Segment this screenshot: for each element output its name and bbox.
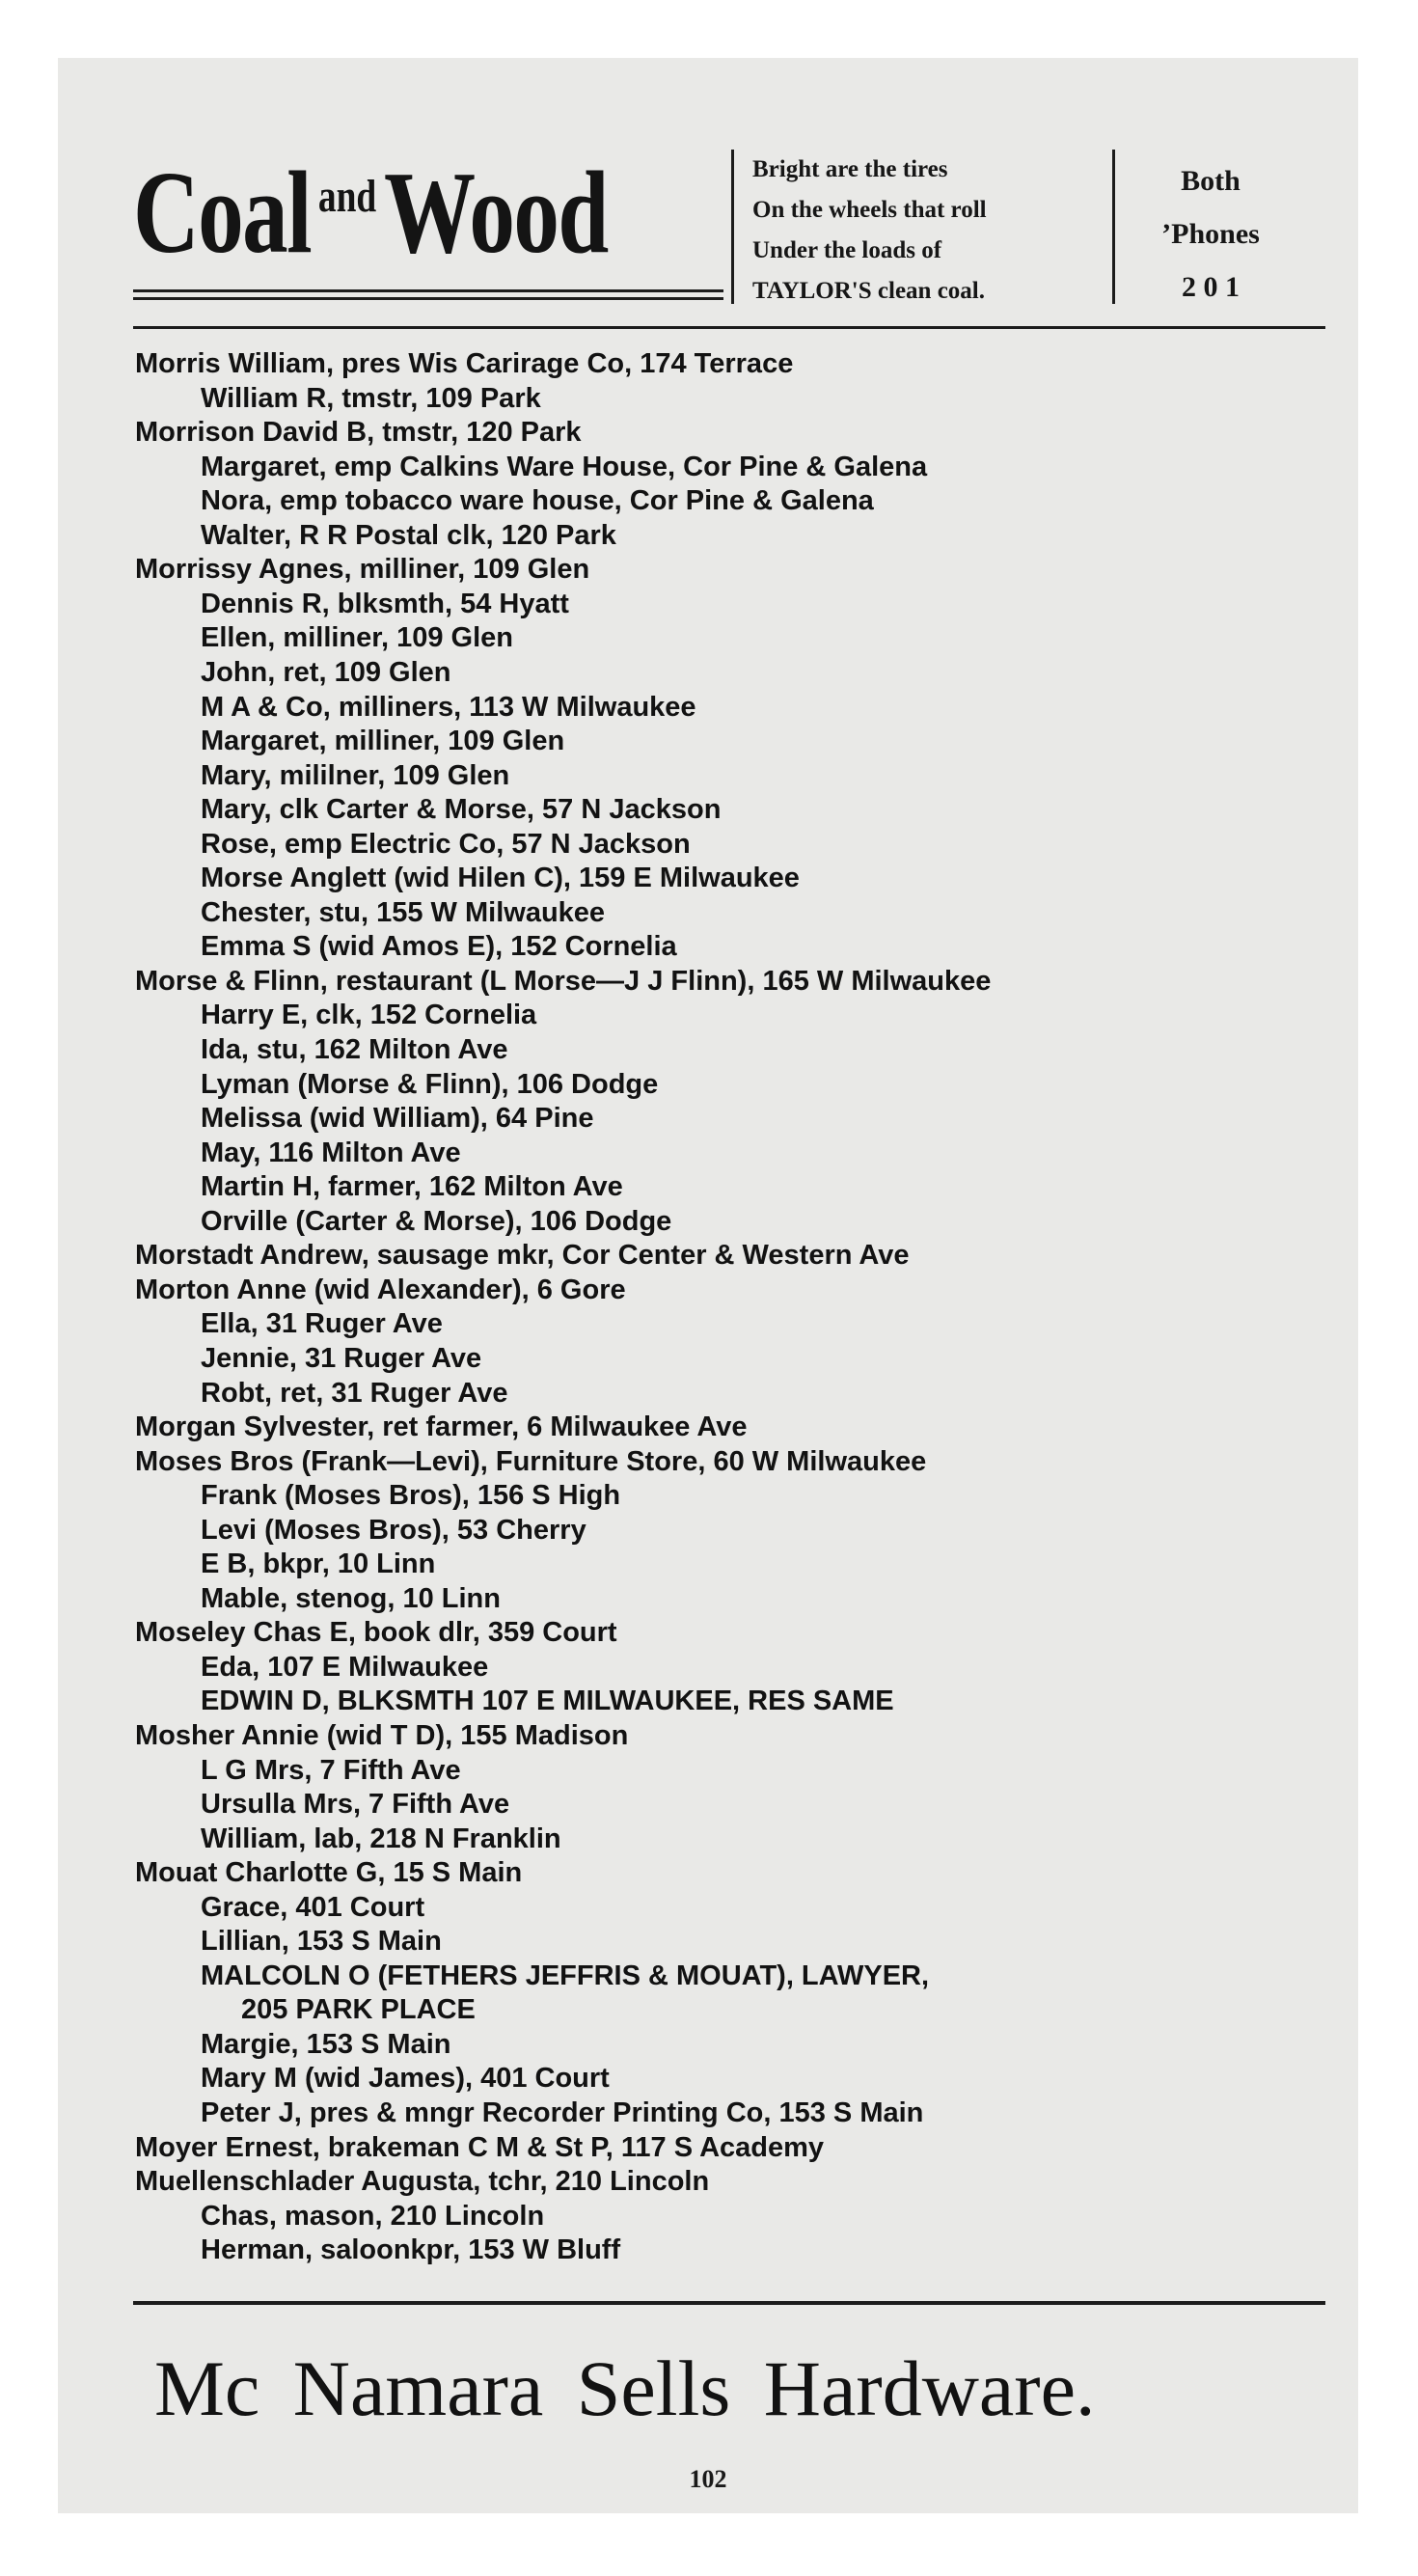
directory-entry: Moses Bros (Frank—Levi), Furniture Store, 60 W Milwaukee — [135, 1446, 927, 1477]
footer-rule — [133, 2301, 1325, 2305]
page-number: 102 — [689, 2465, 727, 2493]
directory-entry: Morrison David B, tmstr, 120 Park — [135, 417, 582, 448]
directory-entry: Morgan Sylvester, ret farmer, 6 Milwaukee Ave — [135, 1411, 748, 1442]
directory-subentry: Ida, stu, 162 Milton Ave — [201, 1034, 508, 1065]
ad-title-wood: Wood — [384, 148, 608, 278]
directory-subentry: Lillian, 153 S Main — [201, 1926, 442, 1957]
directory-subentry: Martin H, farmer, 162 Milton Ave — [201, 1171, 623, 1202]
directory-subentry: Frank (Moses Bros), 156 S High — [201, 1480, 621, 1511]
directory-entry: Morstadt Andrew, sausage mkr, Cor Center & Western Ave — [135, 1240, 910, 1271]
directory-subentry: John, ret, 109 Glen — [201, 657, 451, 688]
title-underline-bottom — [133, 297, 723, 300]
slogan-line: Under the loads of — [752, 237, 942, 263]
directory-subentry: Jennie, 31 Ruger Ave — [201, 1343, 482, 1374]
directory-entry: Mouat Charlotte G, 15 S Main — [135, 1857, 523, 1888]
directory-subentry: Melissa (wid William), 64 Pine — [201, 1103, 594, 1134]
directory-subentry: Mary, mililner, 109 Glen — [201, 760, 510, 791]
directory-entry: Mosher Annie (wid T D), 155 Madison — [135, 1720, 629, 1751]
directory-subentry: Mary M (wid James), 401 Court — [201, 2063, 610, 2094]
directory-subentry: Rose, emp Electric Co, 57 N Jackson — [201, 829, 691, 860]
phones-line: ’Phones — [1161, 218, 1260, 250]
directory-subentry: Margaret, emp Calkins Ware House, Cor Pine & Galena — [201, 452, 928, 482]
directory-subentry: Chester, stu, 155 W Milwaukee — [201, 897, 606, 928]
header-rule — [133, 326, 1325, 329]
directory-subentry: M A & Co, milliners, 113 W Milwaukee — [201, 692, 696, 723]
directory-subentry: Dennis R, blksmth, 54 Hyatt — [201, 589, 569, 619]
directory-entry: Muellenschlader Augusta, tchr, 210 Lincoln — [135, 2166, 710, 2197]
slogan-line: TAYLOR'S clean coal. — [752, 278, 985, 304]
directory-subentry: Chas, mason, 210 Lincoln — [201, 2201, 545, 2232]
directory-subentry: 205 PARK PLACE — [241, 1994, 476, 2025]
directory-entry: Moseley Chas E, book dlr, 359 Court — [135, 1617, 617, 1648]
directory-subentry: Emma S (wid Amos E), 152 Cornelia — [201, 931, 677, 962]
directory-entry: Moyer Ernest, brakeman C M & St P, 117 S Academy — [135, 2132, 825, 2163]
directory-subentry: Peter J, pres & mngr Recorder Printing Co, 153 S Main — [201, 2097, 924, 2128]
phones-number: 2 0 1 — [1182, 271, 1240, 303]
slogan-line: On the wheels that roll — [752, 197, 987, 223]
ad-title-and: and — [317, 171, 377, 222]
directory-entry: Morse & Flinn, restaurant (L Morse—J J Flinn), 165 W Milwaukee — [135, 966, 992, 997]
ad-divider-right — [1112, 150, 1115, 304]
directory-subentry: L G Mrs, 7 Fifth Ave — [201, 1755, 461, 1786]
directory-subentry: Mable, stenog, 10 Linn — [201, 1583, 501, 1614]
directory-subentry: Walter, R R Postal clk, 120 Park — [201, 520, 616, 551]
title-underline-top — [133, 289, 723, 292]
directory-page — [58, 58, 1358, 2513]
directory-subentry: Ursulla Mrs, 7 Fifth Ave — [201, 1789, 510, 1820]
directory-subentry: Ellen, milliner, 109 Glen — [201, 622, 513, 653]
hardware-advertisement: Mc Namara Sells Hardware. — [154, 2344, 1096, 2432]
directory-subentry: Morse Anglett (wid Hilen C), 159 E Milwaukee — [201, 863, 800, 893]
ad-title-coal: Coal — [133, 148, 312, 278]
directory-subentry: Orville (Carter & Morse), 106 Dodge — [201, 1206, 672, 1237]
directory-subentry: Robt, ret, 31 Ruger Ave — [201, 1378, 508, 1409]
directory-subentry: Nora, emp tobacco ware house, Cor Pine & Galena — [201, 485, 874, 516]
slogan-line: Bright are the tires — [752, 156, 948, 182]
directory-subentry: EDWIN D, BLKSMTH 107 E MILWAUKEE, RES SAME — [201, 1685, 894, 1716]
ad-phones — [1119, 154, 1302, 314]
directory-subentry: Mary, clk Carter & Morse, 57 N Jackson — [201, 794, 722, 825]
directory-subentry: Grace, 401 Court — [201, 1892, 425, 1923]
directory-subentry: William, lab, 218 N Franklin — [201, 1823, 561, 1854]
coal-wood-advertisement — [58, 58, 1358, 338]
directory-subentry: Margie, 153 S Main — [201, 2029, 451, 2060]
directory-subentry: Herman, saloonkpr, 153 W Bluff — [201, 2234, 621, 2265]
directory-subentry: Levi (Moses Bros), 53 Cherry — [201, 1515, 586, 1546]
directory-subentry: Ella, 31 Ruger Ave — [201, 1308, 443, 1339]
directory-subentry: Harry E, clk, 152 Cornelia — [201, 1000, 537, 1030]
directory-subentry: May, 116 Milton Ave — [201, 1137, 461, 1168]
directory-subentry: E B, bkpr, 10 Linn — [201, 1548, 436, 1579]
directory-subentry: Eda, 107 E Milwaukee — [201, 1652, 489, 1683]
directory-subentry: Lyman (Morse & Flinn), 106 Dodge — [201, 1069, 659, 1100]
ad-slogan — [752, 150, 987, 312]
phones-line: Both — [1181, 165, 1241, 197]
directory-entry: Morton Anne (wid Alexander), 6 Gore — [135, 1274, 626, 1305]
directory-entry: Morrissy Agnes, milliner, 109 Glen — [135, 554, 590, 585]
directory-subentry: Margaret, milliner, 109 Glen — [201, 726, 565, 756]
directory-subentry: MALCOLN O (FETHERS JEFFRIS & MOUAT), LAWYER, — [201, 1960, 930, 1991]
ad-title — [133, 148, 608, 278]
directory-subentry: William R, tmstr, 109 Park — [201, 383, 541, 414]
directory-entry: Morris William, pres Wis Carirage Co, 174 Terrace — [135, 348, 794, 379]
ad-divider-left — [731, 150, 734, 304]
